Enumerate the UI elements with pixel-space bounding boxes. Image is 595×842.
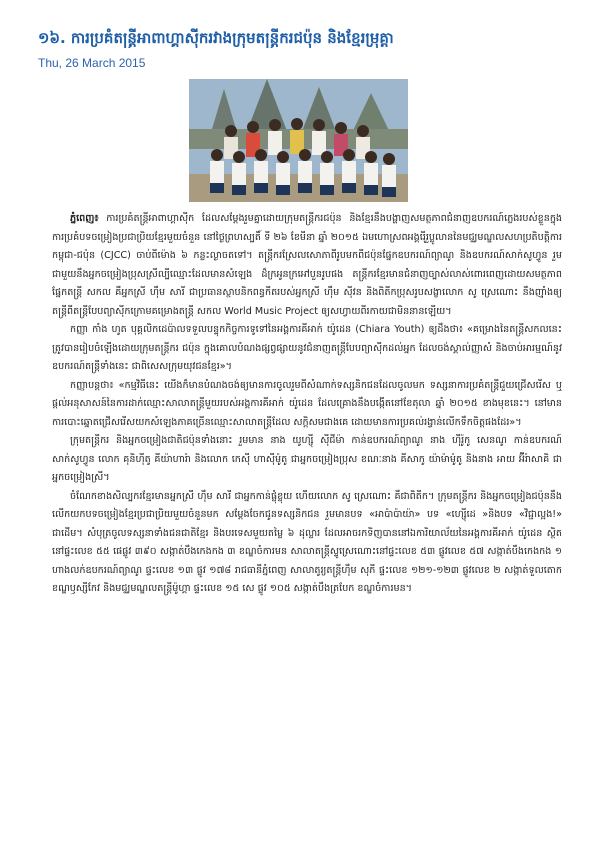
- paragraph-3: កញ្ញាបន្តថា៖ «កម្មវិធីនេះ យើងក៏មានបំណងចង់ឲ្យមានការចូលរួមពីសំណាក់ទស្សនិកជនដែលចូលមក ទស្សនាការប្រគំតន្ត្រីជួយជ្រើសរើស ឬផ្តល់អនុសាសន៍នៃការដាក់ឈ្មោះសាលាតន្ត្រីមួយរបស់អង្គការគីអាក់ យ៉ូដេន ដែលគ្រោងនឹងបង្កើតនៅខែតុលា ឆ្នាំ ២០១៥ ខាងមុខនេះ។ នៅមានការបោះឆ្នោតជ្រើសរើសយកសំឡេងភាគច្រើនឈ្មោះសាលាតន្ត្រីដែល សក្តិសមជាងគេ ដោយមានការប្រគល់រង្វាន់លើកទឹកចិត្តផងដែរ»។: [52, 379, 562, 428]
- paragraph-2: កញ្ញា កាំង ហូត បុគ្គលិកដេប៉ាលទទួលបន្ទុកកិច្ចការទូទៅនៃអង្គការគីអាក់ យ៉ូដេន (Chiara Youth) ឲ្យដឹងថា៖ «គម្រោងនៃតន្ត្រីសកលនេះត្រូវបានរៀបចំឡើងដោយក្រុមតន្ត្រីករ ជប៉ុន ក្នុងគោលបំណងផ្សព្វផ្សាយនូវជំនាញតន្ត្រីបែបព្យាស៊ីកដល់អ្នក ដែលចង់ស្គាល់ញ្ញាសំ និងចាប់អារម្មណ៍នូវឧបករណ៍តន្ត្រីទាំងនេះ ជាពិសេសក្រុមយុវជនខ្មែរ»។: [52, 324, 562, 372]
- group-photo-illustration: [189, 79, 408, 202]
- paragraph-text: ការប្រគំតន្ត្រីអាពាហ្គាស៊ីក ដែលសម្តែងរួមគ្នាដោយក្រុមតន្ត្រីករជប៉ុន និងខ្មែរនឹងបង្ហាញសមត្ថភាពជំនាញឧបករណ៍ភ្លេងរបស់ខ្លួនក្នុង ការប្រគំបទចម្រៀងប្រជាប្រិយខ្មែរមួយចំនួន នៅថ្ងៃព្រហស្បតិ៍ ទី ២៦ ខែមីនា ឆ្នាំ ២០១៥ ឯមហោស្រពអង្គរ៉ើរួប្លូលាននៃមជ្ឈមណ្ឌលសហប្រតិបត្តិការកម្ពុជា-ជប៉ុន (CJCC) ចាប់ពីម៉ោង ៦ កន្លះល្ងាចតទៅ។ តន្ត្រីករស្រែលសោភាពីរូបមកពីជប៉ុនផ្នែកឧបករណ៍ព្យាណូ និងឧបករណ៍សាក់សូហ្វូន រួមជាមួយនឹងអ្នកចម្រៀងប្រុសស្រីល្បីឈ្មោះដែលមានសំឡេង ដ៏ក្រអូនក្រអៅបួនរូបផង តន្ត្រីករខ្មែរមានជំនាញច្បាស់លាស់ពោរពេញដោយសមត្ថភាពផ្នែកតន្ត្រី សកល គឺអ្នកស្រី ហ៊ឹម សារី ជាប្រធានស្ថាបនិកពន្ធកីតរបស់អ្នកស្រី ហ៊ឹម ស៊ីវន និងពិតីកប្រុសរូបសង្ខាលោក សូ ស្រេណោះ នឹងញ៉ាំងឲ្យតន្ត្រីពីតន្ត្រីបែបព្យាស៊ីកក្រោមគម្រោងតន្ត្រី សកល World Music Project ឲ្យសហ្វាយពីរកាយជាមិននានឡើយ។: [52, 213, 562, 317]
- paragraph-1: [52, 210, 562, 321]
- article-date: Thu, 26 March 2015: [38, 56, 146, 70]
- article-body: [52, 210, 562, 599]
- article-title: ១៦. ការប្រគំតន្ត្រីអាពាហ្គាស៊ីករវាងក្រុមតន្ត្រីករជប៉ុន និងខ្មែរម្រុគ្តា: [38, 29, 394, 47]
- paragraph-4: ក្រុមតន្ត្រីករ និងអ្នកចម្រៀងជាតិជប៉ុនទាំងនោះ រួមមាន នាង យូហ្ស៊ី ស៊ីជីម៉ា កាន់ឧបករណ៍ព្យាណូ នាង ហ៊ីរ៉ូកូ សេនណូ កាន់ឧបករណ៍សាក់សូហ្វូន លោក គុនិហ៊ីតូ គីយ៉ាហារ៉ា និងលោក កេស៊ី ហាស៊ីម៉ូតូ ជាអ្នកចម្រៀងប្រុស ខណៈនាង គីសាកូ យ៉ាម៉ាម៉ូតូ និងនាង អាយ អ៊ីរ៉ាសាគិ ជាអ្នកចម្រៀងស្រី។: [52, 435, 562, 483]
- article-photo: [189, 79, 408, 202]
- paragraph-5: ចំណែកខាងសិល្បករខ្មែរមានអ្នកស្រី ហ៊ឹម សារី ជាអ្នកកាន់ផ្លុំខ្លុយ ហើយលោក សូ ស្រេណោះ គឺជាពិតីក។ ក្រុមតន្ត្រីករ និងអ្នកចម្រៀងជប៉ុននឹងលើកយកបទចម្រៀងខ្មែរប្រជាប្រិយមួយចំនួនមក សម្តែងចែកជូនទស្សនិកជន រួមមានបទ «អាប៉ាប៉ាយ៉ា» បទ «ហ្ស៊ើដេ »និងបទ «វិជ្ជាល្អង!» ជាដើម។ សំបុត្រចូលទស្សនាទាំងជនជាតិខ្មែរ និងបរទេសមួយតម្លៃ ៦ ដុល្លារ ដែលអាចរកទិញបាននៅឯការិយាល័យនៃអង្គការគីអាក់ យ៉ូដេន ស្ថិតនៅផ្ទះលេខ ៥៥ ផេផ្លូវ ៣៩០ សង្កាត់បឹងកេងកង ៣ ខណ្ឌចំការមន សាលាតន្ត្រីស្ទូស្រេណោះនៅផ្ទះលេខ ៥៣ ផ្លូវលេខ ៥៧ សង្កាត់បឹងកេងកង ១ ហាងលក់ឧបករណ៍ព្យាណូ ផ្ទះលេខ ១៣ ផ្លូវ ១៧៨ រាជធានីភ្នំពេញ សាលាតូរ្យតន្ត្រីហ៊ឹម សុភី ផ្ទះលេខ ១២១-១២៣ ផ្លូវលេខ ២ សង្កាត់ទួលតោក ខណ្ឌឫស្សីកែវ និងមជ្ឈមណ្ឌលតន្ត្រីម៉ូហ្គា ផ្ទះលេខ ១៥ សេ ផ្លូវ ១០៥ សង្កាត់បឹងត្របែក ខណ្ឌចំការមន។: [52, 490, 562, 594]
- dateline: ភ្នំពេញ៖: [70, 213, 99, 224]
